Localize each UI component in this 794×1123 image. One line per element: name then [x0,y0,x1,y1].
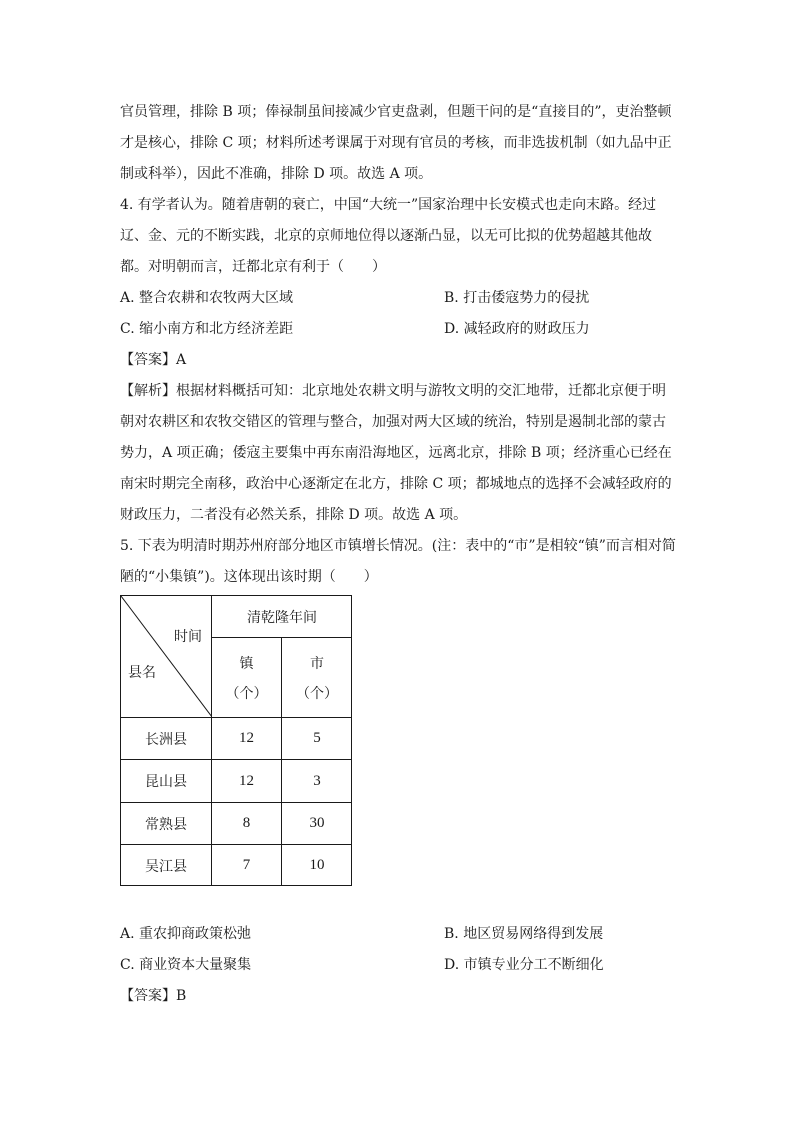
corner-bottom-label: 县名 [128,665,156,681]
table-row-shi: 10 [309,857,325,873]
q4-analysis-line-4: 南宋时期完全南移，政治中心逐渐定在北方，排除 C 项；都城地点的选择不会减轻政府的 [120,476,672,492]
table-row-zhen: 7 [242,857,251,873]
q5-option-b: B. 地区贸易网络得到发展 [444,926,604,942]
q5-option-d: D. 市镇专业分工不断细化 [444,957,604,973]
header-diagonal [121,596,212,717]
q5-answer: 【答案】B [120,988,187,1004]
q5-stem-line-1: 5. 下表为明清时期苏州府部分地区市镇增长情况。(注：表中的“市”是相较“镇”而言相对简 [120,538,676,554]
col-header-shi [282,638,352,717]
table-row-county: 长洲县 [145,731,187,748]
intro-line-3: 制或科举），因此不准确，排除 D 项。故选 A 项。 [120,166,433,182]
corner-top-label: 时间 [174,629,202,645]
q4-stem-line-1: 4. 有学者认为。随着唐朝的衰亡，中国“大统一”国家治理中长安模式也走向末路。经过 [120,197,657,213]
col-shi-label: 市 [310,655,324,672]
q4-analysis-line-3: 势力，A 项正确；倭寇主要集中再东南沿海地区，远离北京，排除 B 项；经济重心已经在 [120,445,672,461]
q4-analysis-line-1: 【解析】根据材料概括可知：北京地处农耕文明与游牧文明的交汇地带，迁都北京便于明 [120,383,666,399]
q5-stem-line-2: 陋的“小集镇”)。这体现出该时期（ ） [120,569,378,585]
col-zhen-label: 镇 [239,655,254,672]
q4-option-b: B. 打击倭寇势力的侵扰 [444,290,590,306]
table-row-shi: 5 [313,730,321,746]
table-row-zhen: 8 [242,815,251,831]
intro-line-2: 才是核心，排除 C 项；材料所述考课属于对现有官员的考核，而非选拔机制（如九品中正 [120,135,672,151]
table-row-county: 吴江县 [145,858,187,875]
period-header: 清乾隆年间 [247,609,317,626]
intro-line-1: 官员管理，排除 B 项；俸禄制虽间接减少官吏盘剥，但题干问的是“直接目的”，吏治整顿 [120,104,672,120]
col-shi-unit: （个） [296,685,338,702]
q4-stem-line-2: 辽、金、元的不断实践，北京的京师地位得以逐渐凸显，以无可比拟的优势超越其他故 [120,228,652,244]
q4-option-a: A. 整合农耕和农牧两大区域 [120,290,294,306]
q4-option-c: C. 缩小南方和北方经济差距 [120,321,294,337]
col-header-zhen [212,638,281,717]
table-row-zhen: 12 [239,772,254,789]
table-row-county: 昆山县 [145,774,187,790]
q5-option-a: A. 重农抑商政策松弛 [120,926,252,942]
market-town-table [120,595,352,886]
q4-analysis-line-2: 朝对农耕区和农牧交错区的管理与整合，加强对两大区域的统治，特别是遏制北部的蒙古 [120,414,666,430]
q4-stem-line-3: 都。对明朝而言，迁都北京有利于（ ） [120,259,386,275]
q4-option-d: D. 减轻政府的财政压力 [444,321,590,337]
q4-answer: 【答案】A [120,352,187,368]
table-row-zhen: 12 [239,730,254,746]
table-row-shi: 30 [309,815,325,831]
col-zhen-unit: （个） [225,685,268,702]
q5-option-c: C. 商业资本大量聚集 [120,957,252,973]
q4-analysis-line-5: 财政压力，二者没有必然关系，排除 D 项。故选 A 项。 [120,507,468,523]
table-row-shi: 3 [313,772,321,789]
table-row-county: 常熟县 [145,816,187,833]
